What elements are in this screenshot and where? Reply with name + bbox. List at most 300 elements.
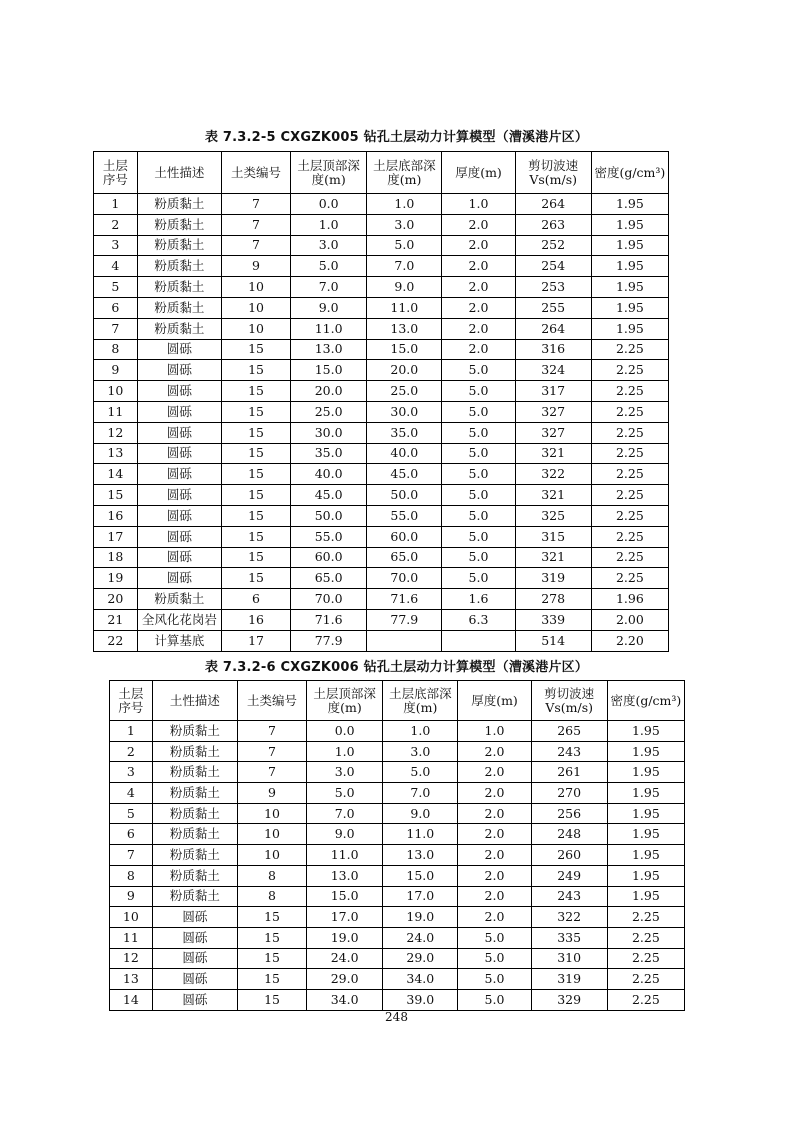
table-cell: 11.0: [367, 297, 442, 318]
table-cell: 0.0: [307, 721, 383, 742]
table-cell: 321: [515, 547, 591, 568]
table-cell: 19: [94, 568, 138, 589]
table-cell: 粉质黏土: [137, 297, 221, 318]
table-row: [94, 194, 669, 215]
column-header: 土层 序号: [110, 681, 153, 721]
table-cell: 5: [110, 803, 153, 824]
table-cell: 2.0: [458, 783, 531, 804]
table-cell: 5: [94, 277, 138, 298]
table-cell: 17: [221, 630, 290, 651]
table-cell: 7: [237, 721, 306, 742]
table-cell: 243: [531, 741, 607, 762]
table-cell: 310: [531, 948, 607, 969]
table-cell: 15: [221, 422, 290, 443]
table-cell: 1.95: [607, 845, 684, 866]
table-cell: 3.0: [383, 741, 458, 762]
table-cell: 3.0: [291, 235, 367, 256]
table-row: [110, 845, 685, 866]
table-cell: 243: [531, 886, 607, 907]
table-cell: 77.9: [291, 630, 367, 651]
table-cell: 15.0: [383, 865, 458, 886]
table-cell: 335: [531, 927, 607, 948]
table-cell: 329: [531, 989, 607, 1010]
table-row: [94, 630, 669, 651]
table-cell: 2: [110, 741, 153, 762]
table-cell: 1.6: [442, 589, 515, 610]
soil-layer-table: [109, 680, 685, 1011]
table-row: [94, 277, 669, 298]
table-cell: 327: [515, 401, 591, 422]
column-header: 土性描述: [137, 152, 221, 194]
table-cell: 1.95: [591, 256, 668, 277]
table-cell: 2.0: [458, 865, 531, 886]
table-cell: 261: [531, 762, 607, 783]
table-cell: 255: [515, 297, 591, 318]
table-cell: 39.0: [383, 989, 458, 1010]
table-cell: 5.0: [442, 381, 515, 402]
column-header: 密度(g/cm³): [607, 681, 684, 721]
table-cell: 5.0: [458, 927, 531, 948]
table-cell: 粉质黏土: [137, 318, 221, 339]
table-cell: 粉质黏土: [152, 762, 237, 783]
table-cell: 321: [515, 443, 591, 464]
table-cell: 2.25: [591, 526, 668, 547]
column-header: 土层底部深 度(m): [383, 681, 458, 721]
table-row: [94, 381, 669, 402]
table-cell: 10: [221, 277, 290, 298]
table-cell: 圆砾: [137, 526, 221, 547]
table-cell: 2.0: [458, 886, 531, 907]
table-cell: 263: [515, 214, 591, 235]
table-cell: 11: [110, 927, 153, 948]
table-cell: 7: [237, 741, 306, 762]
table-cell: 圆砾: [152, 969, 237, 990]
table-cell: 2.25: [591, 485, 668, 506]
table-cell: 8: [94, 339, 138, 360]
table-cell: 514: [515, 630, 591, 651]
column-header: 厚度(m): [458, 681, 531, 721]
table-row: [94, 443, 669, 464]
column-header: 密度(g/cm³): [591, 152, 668, 194]
table-cell: 1.0: [291, 214, 367, 235]
table-cell: 1.95: [607, 721, 684, 742]
table-cell: 15.0: [307, 886, 383, 907]
table-cell: 2.0: [442, 235, 515, 256]
table-cell: 2.25: [591, 464, 668, 485]
table-cell: 粉质黏土: [152, 741, 237, 762]
table-cell: 7: [110, 845, 153, 866]
table-cell: 24.0: [383, 927, 458, 948]
column-header: 土类编号: [237, 681, 306, 721]
table-cell: 11.0: [383, 824, 458, 845]
table-cell: 10: [221, 297, 290, 318]
table-cell: 35.0: [367, 422, 442, 443]
table-cell: 2.0: [442, 214, 515, 235]
table-cell: 25.0: [291, 401, 367, 422]
table-cell: 16: [94, 505, 138, 526]
table-cell: 7.0: [367, 256, 442, 277]
table-cell: 11.0: [307, 845, 383, 866]
table-row: [110, 948, 685, 969]
table-cell: 计算基底: [137, 630, 221, 651]
table-cell: 9: [237, 783, 306, 804]
table-cell: 10: [94, 381, 138, 402]
table-cell: 34.0: [383, 969, 458, 990]
table-row: [110, 762, 685, 783]
table-cell: 325: [515, 505, 591, 526]
table-cell: 6: [110, 824, 153, 845]
table-cell: 9: [221, 256, 290, 277]
table-cell: 270: [531, 783, 607, 804]
table-cell: 4: [110, 783, 153, 804]
table-cell: 15: [237, 907, 306, 928]
table-row: [110, 824, 685, 845]
table-cell: 9.0: [383, 803, 458, 824]
table-cell: 60.0: [367, 526, 442, 547]
table-cell: 1.95: [607, 824, 684, 845]
table-cell: 5.0: [458, 989, 531, 1010]
table-cell: 5.0: [291, 256, 367, 277]
table-caption: 表 7.3.2-5 CXGZK005 钻孔土层动力计算模型（漕溪港片区）: [204, 130, 589, 145]
table-cell: 圆砾: [137, 339, 221, 360]
table-cell: 15: [221, 526, 290, 547]
table-row: [110, 721, 685, 742]
table-cell: 2.25: [607, 969, 684, 990]
table-row: [94, 214, 669, 235]
table-cell: 2.25: [607, 989, 684, 1010]
table-cell: 7: [237, 762, 306, 783]
table-cell: 252: [515, 235, 591, 256]
table-cell: 15: [237, 969, 306, 990]
table-cell: 粉质黏土: [152, 783, 237, 804]
table-cell: 圆砾: [137, 547, 221, 568]
table-cell: 5.0: [442, 422, 515, 443]
table-cell: 全风化花岗岩: [137, 609, 221, 630]
table-cell: 30.0: [291, 422, 367, 443]
table-cell: 35.0: [291, 443, 367, 464]
table-cell: 2.25: [591, 360, 668, 381]
table-cell: 15: [221, 443, 290, 464]
table-cell: 1.95: [607, 865, 684, 886]
table-cell: 17.0: [383, 886, 458, 907]
table-cell: 12: [94, 422, 138, 443]
table-cell: 1.96: [591, 589, 668, 610]
table-cell: 1.0: [383, 721, 458, 742]
table-cell: 3.0: [367, 214, 442, 235]
table-cell: 圆砾: [152, 948, 237, 969]
table-cell: [367, 630, 442, 651]
table-cell: 327: [515, 422, 591, 443]
table-cell: 5.0: [458, 948, 531, 969]
table-cell: 圆砾: [152, 927, 237, 948]
table-cell: 粉质黏土: [152, 845, 237, 866]
table-cell: 278: [515, 589, 591, 610]
table-cell: 1.0: [367, 194, 442, 215]
table-cell: 10: [237, 803, 306, 824]
table-cell: 15: [221, 568, 290, 589]
table-row: [94, 256, 669, 277]
table-cell: 55.0: [367, 505, 442, 526]
table-cell: 10: [110, 907, 153, 928]
table-cell: 粉质黏土: [137, 256, 221, 277]
table-row: [110, 989, 685, 1010]
table-cell: 22: [94, 630, 138, 651]
table-cell: 13.0: [383, 845, 458, 866]
table-cell: 12: [110, 948, 153, 969]
table-cell: 1: [94, 194, 138, 215]
table-row: [110, 783, 685, 804]
table-row: [110, 907, 685, 928]
table-cell: 1.95: [607, 762, 684, 783]
table-cell: 2.25: [591, 568, 668, 589]
table-row: [94, 568, 669, 589]
table-cell: 14: [94, 464, 138, 485]
table-cell: 71.6: [367, 589, 442, 610]
table-cell: 254: [515, 256, 591, 277]
table-cell: 圆砾: [137, 443, 221, 464]
table-cell: 264: [515, 318, 591, 339]
table-row: [94, 235, 669, 256]
table-cell: 2.0: [442, 256, 515, 277]
table-cell: 粉质黏土: [137, 194, 221, 215]
table-row: [94, 339, 669, 360]
table-row: [110, 886, 685, 907]
table-cell: 1.0: [307, 741, 383, 762]
table-cell: 圆砾: [137, 485, 221, 506]
table-cell: 15: [221, 339, 290, 360]
table-row: [94, 526, 669, 547]
table-cell: 粉质黏土: [152, 803, 237, 824]
table-cell: 2.25: [591, 381, 668, 402]
table-cell: 50.0: [291, 505, 367, 526]
table-cell: 264: [515, 194, 591, 215]
column-header: 剪切波速 Vs(m/s): [531, 681, 607, 721]
table-cell: 18: [94, 547, 138, 568]
table-cell: 8: [237, 886, 306, 907]
table-cell: 3: [94, 235, 138, 256]
table-cell: 321: [515, 485, 591, 506]
column-header: 土层顶部深 度(m): [291, 152, 367, 194]
table-cell: 5.0: [383, 762, 458, 783]
table-cell: 15: [221, 464, 290, 485]
table-cell: 2: [94, 214, 138, 235]
table-cell: 248: [531, 824, 607, 845]
table-cell: 40.0: [291, 464, 367, 485]
column-header: 土性描述: [152, 681, 237, 721]
table-cell: 9: [94, 360, 138, 381]
table-cell: 1.0: [442, 194, 515, 215]
table-cell: 1.95: [591, 277, 668, 298]
table-cell: 2.25: [591, 339, 668, 360]
table-cell: 50.0: [367, 485, 442, 506]
table-cell: 15: [221, 485, 290, 506]
table-cell: 29.0: [383, 948, 458, 969]
table-cell: 15: [237, 927, 306, 948]
table-cell: 粉质黏土: [137, 235, 221, 256]
table-cell: 7: [221, 214, 290, 235]
table-cell: 圆砾: [152, 907, 237, 928]
table-cell: 319: [515, 568, 591, 589]
table-cell: 17.0: [307, 907, 383, 928]
table-cell: 256: [531, 803, 607, 824]
table-cell: 15: [221, 547, 290, 568]
table-cell: 30.0: [367, 401, 442, 422]
table-cell: 6.3: [442, 609, 515, 630]
table-cell: 15.0: [291, 360, 367, 381]
table-cell: 260: [531, 845, 607, 866]
table-cell: 粉质黏土: [152, 721, 237, 742]
table-cell: 317: [515, 381, 591, 402]
table-cell: 5.0: [442, 360, 515, 381]
table-cell: 圆砾: [137, 381, 221, 402]
table-cell: 45.0: [291, 485, 367, 506]
table-cell: 322: [515, 464, 591, 485]
table-cell: 55.0: [291, 526, 367, 547]
table-cell: 圆砾: [137, 401, 221, 422]
table-cell: 0.0: [291, 194, 367, 215]
table-cell: 15: [221, 360, 290, 381]
table-cell: 2.25: [591, 547, 668, 568]
table-cell: 1.95: [607, 886, 684, 907]
column-header: 土层底部深 度(m): [367, 152, 442, 194]
table-row: [94, 609, 669, 630]
table-cell: 7: [94, 318, 138, 339]
table-cell: 2.25: [607, 927, 684, 948]
table-cell: 19.0: [307, 927, 383, 948]
table-cell: 11: [94, 401, 138, 422]
table-cell: 2.25: [591, 443, 668, 464]
table-cell: 13: [110, 969, 153, 990]
table-cell: 17: [94, 526, 138, 547]
table-cell: 3.0: [307, 762, 383, 783]
table-cell: 13.0: [307, 865, 383, 886]
table-row: [94, 464, 669, 485]
table-cell: 5.0: [442, 526, 515, 547]
table-cell: 1.95: [607, 783, 684, 804]
table-cell: 253: [515, 277, 591, 298]
table-cell: 粉质黏土: [137, 589, 221, 610]
table-row: [110, 865, 685, 886]
table-cell: 7: [221, 235, 290, 256]
table-cell: 65.0: [291, 568, 367, 589]
table-cell: 19.0: [383, 907, 458, 928]
table-cell: 16: [221, 609, 290, 630]
table-cell: 圆砾: [137, 505, 221, 526]
table-cell: 粉质黏土: [137, 214, 221, 235]
table-cell: 粉质黏土: [152, 886, 237, 907]
table-cell: 4: [94, 256, 138, 277]
table-cell: 2.25: [591, 505, 668, 526]
table-cell: 265: [531, 721, 607, 742]
table-cell: 77.9: [367, 609, 442, 630]
table-cell: 2.0: [458, 824, 531, 845]
table-cell: 20: [94, 589, 138, 610]
table-cell: 15: [237, 948, 306, 969]
table-caption: 表 7.3.2-6 CXGZK006 钻孔土层动力计算模型（漕溪港片区）: [204, 660, 589, 675]
table-row: [94, 547, 669, 568]
table-cell: 1.95: [591, 235, 668, 256]
table-cell: 圆砾: [152, 989, 237, 1010]
table-row: [94, 485, 669, 506]
table-cell: 15: [94, 485, 138, 506]
column-header: 土类编号: [221, 152, 290, 194]
table-cell: 70.0: [367, 568, 442, 589]
table-row: [94, 401, 669, 422]
table-cell: 34.0: [307, 989, 383, 1010]
table-cell: 20.0: [367, 360, 442, 381]
table-cell: 319: [531, 969, 607, 990]
table-cell: 10: [237, 824, 306, 845]
table-cell: 15: [221, 505, 290, 526]
table-cell: 2.20: [591, 630, 668, 651]
table-row: [110, 741, 685, 762]
table-cell: 2.0: [458, 741, 531, 762]
table-row: [110, 927, 685, 948]
table-cell: 圆砾: [137, 360, 221, 381]
table-cell: 粉质黏土: [152, 824, 237, 845]
table-cell: 15: [237, 989, 306, 1010]
soil-layer-table: [93, 151, 669, 652]
table-cell: 2.25: [591, 401, 668, 422]
table-cell: 2.0: [442, 339, 515, 360]
table-cell: 圆砾: [137, 464, 221, 485]
table-cell: 21: [94, 609, 138, 630]
table-row: [110, 803, 685, 824]
table-cell: 9.0: [291, 297, 367, 318]
table-cell: 2.0: [442, 318, 515, 339]
table-cell: [442, 630, 515, 651]
table-cell: 2.25: [607, 948, 684, 969]
page-number: 248: [385, 1010, 408, 1024]
table-cell: 15.0: [367, 339, 442, 360]
table-cell: 14: [110, 989, 153, 1010]
table-cell: 249: [531, 865, 607, 886]
table-cell: 70.0: [291, 589, 367, 610]
table-cell: 1.0: [458, 721, 531, 742]
table-cell: 1.95: [607, 803, 684, 824]
table-cell: 7.0: [291, 277, 367, 298]
table-cell: 1.95: [591, 297, 668, 318]
table-cell: 24.0: [307, 948, 383, 969]
table-cell: 324: [515, 360, 591, 381]
table-cell: 2.25: [607, 907, 684, 928]
table-cell: 5.0: [442, 401, 515, 422]
table-cell: 1.95: [591, 194, 668, 215]
table-cell: 粉质黏土: [152, 865, 237, 886]
table-cell: 5.0: [442, 568, 515, 589]
table-cell: 15: [221, 381, 290, 402]
table-cell: 1: [110, 721, 153, 742]
table-cell: 1.95: [591, 214, 668, 235]
table-cell: 粉质黏土: [137, 277, 221, 298]
table-cell: 1.95: [607, 741, 684, 762]
table-cell: 6: [221, 589, 290, 610]
table-cell: 9.0: [307, 824, 383, 845]
table-cell: 1.95: [591, 318, 668, 339]
table-cell: 5.0: [458, 969, 531, 990]
table-cell: 29.0: [307, 969, 383, 990]
table-cell: 322: [531, 907, 607, 928]
column-header: 厚度(m): [442, 152, 515, 194]
table-cell: 圆砾: [137, 568, 221, 589]
column-header: 土层顶部深 度(m): [307, 681, 383, 721]
table-cell: 7.0: [307, 803, 383, 824]
table-cell: 20.0: [291, 381, 367, 402]
table-cell: 316: [515, 339, 591, 360]
table-row: [94, 422, 669, 443]
table-cell: 8: [110, 865, 153, 886]
table-cell: 2.0: [458, 803, 531, 824]
